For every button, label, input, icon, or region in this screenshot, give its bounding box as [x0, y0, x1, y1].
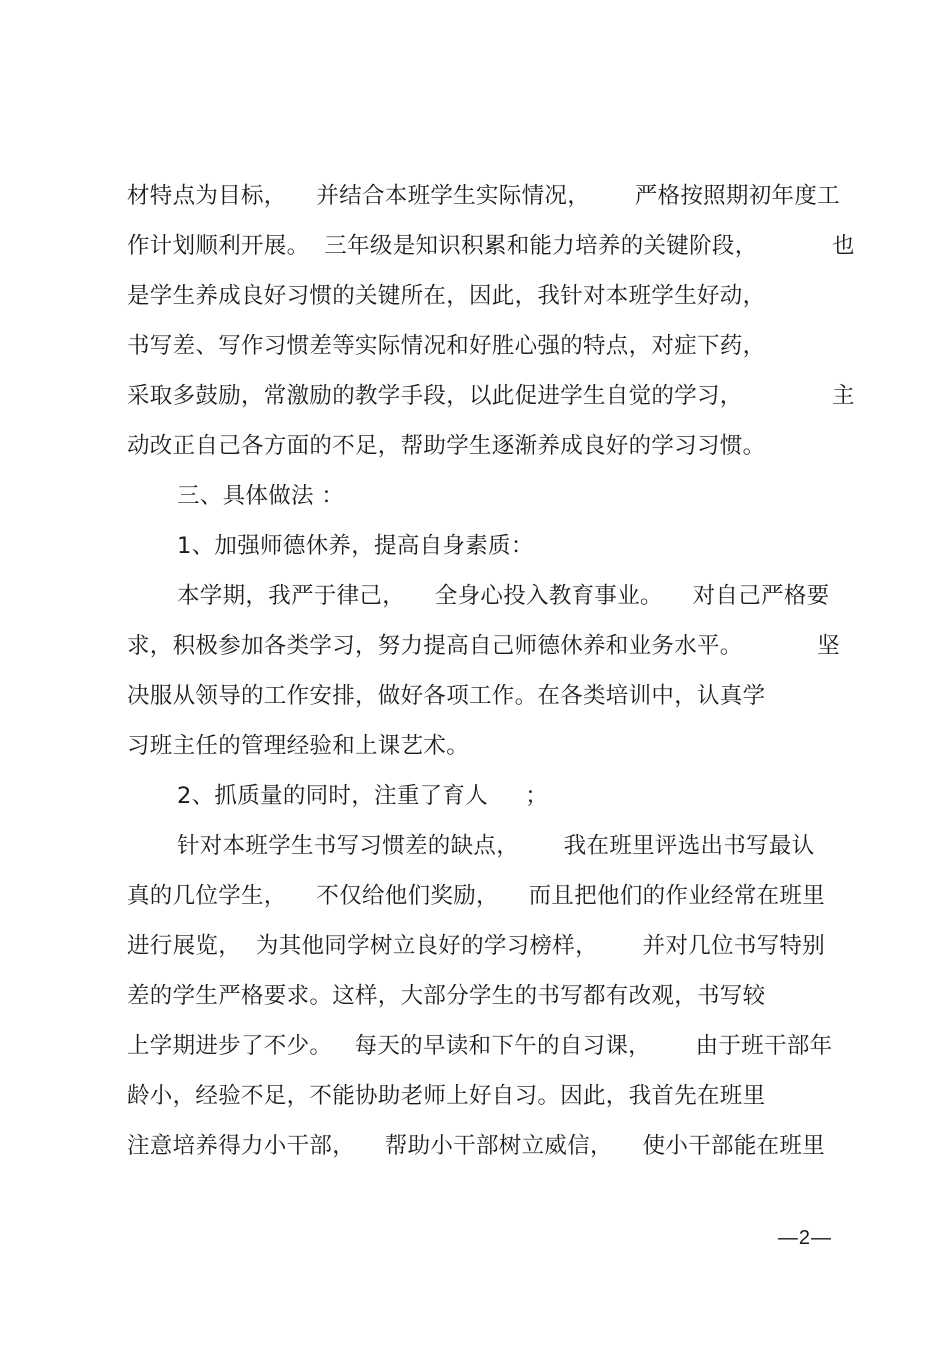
- section-heading: 三、具体做法 ：: [177, 483, 345, 509]
- body-text-line: 决服从领导的工作安排，做好各项工作。在各类培训中，认真学: [127, 683, 766, 709]
- body-text-line: 本学期，我严于律己， 全身心投入教育事业。 对自己严格要: [177, 583, 830, 609]
- body-text-line: 差的学生严格要求。这样，大部分学生的书写都有改观，书写较: [127, 983, 766, 1009]
- subsection-heading: 1、加强师德休养，提高自身素质：: [177, 533, 534, 559]
- body-text-line: 真的几位学生， 不仅给他们奖励， 而且把他们的作业经常在班里: [127, 883, 826, 909]
- body-text-line: 习班主任的管理经验和上课艺术。: [127, 733, 470, 759]
- body-text-line: 上学期进步了不少。 每天的早读和下午的自习课， 由于班干部年: [127, 1033, 833, 1059]
- page-number: —2—: [777, 1227, 832, 1249]
- body-text-line: 动改正自己各方面的不足，帮助学生逐渐养成良好的学习习惯。: [127, 433, 766, 459]
- body-text-line: 采取多鼓励，常激励的教学手段，以此促进学生自觉的学习， 主: [127, 383, 855, 409]
- body-text-line: 是学生养成良好习惯的关键所在，因此，我针对本班学生好动，: [127, 283, 766, 309]
- body-text-line: 书写差、写作习惯差等实际情况和好胜心强的特点，对症下药，: [127, 333, 766, 359]
- body-text-line: 进行展览， 为其他同学树立良好的学习榜样， 并对几位书写特别: [127, 933, 826, 959]
- body-text-line: 针对本班学生书写习惯差的缺点， 我在班里评选出书写最认: [177, 833, 815, 859]
- subsection-heading: 2、抓质量的同时，注重了育人 ；: [177, 783, 549, 809]
- body-text-line: 求，积极参加各类学习，努力提高自己师德休养和业务水平。 坚: [127, 633, 840, 659]
- body-text-line: 注意培养得力小干部， 帮助小干部树立威信， 使小干部能在班里: [127, 1133, 826, 1159]
- body-text-line: 龄小，经验不足，不能协助老师上好自习。因此，我首先在班里: [127, 1083, 766, 1109]
- body-text-line: 作计划顺利开展。 三年级是知识积累和能力培养的关键阶段， 也: [127, 233, 855, 259]
- body-text-line: 材特点为目标， 并结合本班学生实际情况， 严格按照期初年度工: [127, 183, 840, 209]
